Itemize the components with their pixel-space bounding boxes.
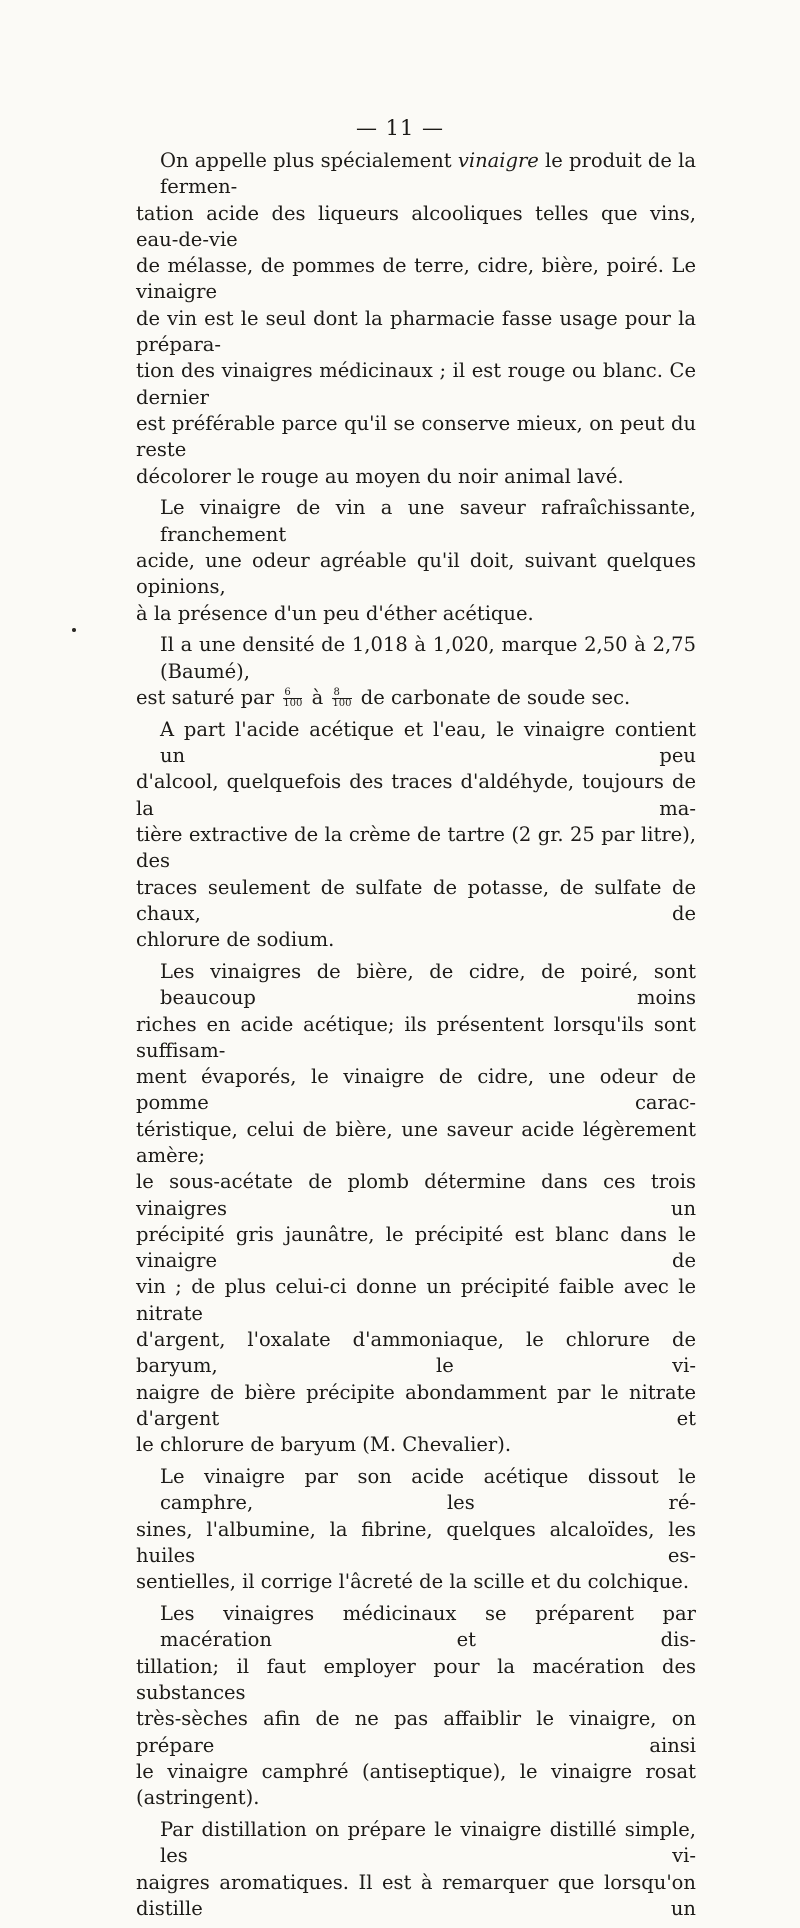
text-line: est préférable parce qu'il se conserve mieux, on peut du reste xyxy=(136,411,696,462)
text-line: ment évaporés, le vinaigre de cidre, une odeur de pomme carac- xyxy=(136,1065,696,1115)
text-line: Il a une densité de 1,018 à 1,020, marque 2,50 à 2,75 (Baumé), xyxy=(160,633,696,683)
fraction-6-100: $\frac{6}{100}$ xyxy=(283,686,303,709)
text-line: très-sèches afin de ne pas affaiblir le vinaigre, on prépare ainsi xyxy=(136,1707,696,1757)
text-line: Par distillation on prépare le vinaigre distillé simple, les vi- xyxy=(160,1817,696,1868)
paragraph-3 xyxy=(136,632,696,711)
text-line: chlorure de sodium. xyxy=(136,928,335,952)
text-line: traces seulement de sulfate de potasse, de sulfate de chaux, de xyxy=(136,875,696,925)
text-line: tion des vinaigres médicinaux ; il est rouge ou blanc. Ce dernier xyxy=(136,359,696,409)
text-line: Les vinaigres de bière, de cidre, de poiré, sont beaucoup moins xyxy=(160,959,696,1010)
emphasis-vinaigre: vinaigre xyxy=(457,149,539,172)
paragraph-8 xyxy=(136,1817,696,1922)
text-line: Les vinaigres médicinaux se préparent par macération et dis- xyxy=(160,1602,696,1652)
text-line: A part l'acide acétique et l'eau, le vinaigre contient un peu xyxy=(160,717,696,768)
text-line: On appelle plus spécialement vinaigre le produit de la fermen- xyxy=(160,149,696,199)
text-line: téristique, celui de bière, une saveur acide légèrement amère; xyxy=(136,1117,696,1167)
paragraph-5 xyxy=(136,959,696,1459)
text-line: à la présence d'un peu d'éther acétique. xyxy=(136,601,534,625)
paragraph-6 xyxy=(136,1464,696,1595)
text-line: précipité gris jaunâtre, le précipité est blanc dans le vinaigre de xyxy=(136,1222,696,1273)
paragraph-1 xyxy=(136,148,696,490)
text-line: est saturé par $\frac{6}{100}$ à $\frac{8}{100}$ de carbonate de soude sec. xyxy=(136,685,631,709)
text-line: riches en acide acétique; ils présentent lorsqu'ils sont suffisam- xyxy=(136,1012,696,1062)
text-line: vin ; de plus celui-ci donne un précipité faible avec le nitrate xyxy=(136,1275,696,1325)
text-line: tillation; il faut employer pour la macération des substances xyxy=(136,1654,696,1704)
text-line: sines, l'albumine, la fibrine, quelques alcaloïdes, les huiles es- xyxy=(136,1517,696,1567)
text-line: tière extractive de la crème de tartre (2 gr. 25 par litre), des xyxy=(136,822,696,873)
text-line: décolorer le rouge au moyen du noir animal lavé. xyxy=(136,464,624,488)
text-line: le chlorure de baryum (M. Chevalier). xyxy=(136,1433,512,1457)
text-line: d'alcool, quelquefois des traces d'aldéhyde, toujours de la ma- xyxy=(136,770,696,820)
paragraph-7 xyxy=(136,1601,696,1811)
text-line: Le vinaigre par son acide acétique dissout le camphre, les ré- xyxy=(160,1465,696,1515)
paragraph-4 xyxy=(136,717,696,954)
text-line: sentielles, il corrige l'âcreté de la scille et du colchique. xyxy=(136,1570,690,1594)
text-line: le vinaigre camphré (antiseptique), le vinaigre rosat (astringent). xyxy=(136,1759,696,1810)
fraction-8-100: $\frac{8}{100}$ xyxy=(332,686,352,709)
page-number: — 11 — xyxy=(355,116,445,140)
text-line: naigre de bière précipite abondamment par le nitrate d'argent et xyxy=(136,1380,696,1430)
body-text xyxy=(136,148,696,1928)
paragraph-2 xyxy=(136,495,696,626)
text-line: Le vinaigre de vin a une saveur rafraîchissante, franchement xyxy=(160,496,696,546)
text-line: le sous-acétate de plomb détermine dans ces trois vinaigres un xyxy=(136,1170,696,1220)
ink-speck xyxy=(72,628,76,632)
text-line: naigres aromatiques. Il est à remarquer que lorsqu'on distille un xyxy=(136,1870,696,1920)
text-line: de vin est le seul dont la pharmacie fasse usage pour la prépara- xyxy=(136,306,696,357)
text-line: tation acide des liqueurs alcooliques telles que vins, eau-de-vie xyxy=(136,201,696,251)
text-line: d'argent, l'oxalate d'ammoniaque, le chlorure de baryum, le vi- xyxy=(136,1328,696,1378)
text-line: acide, une odeur agréable qu'il doit, suivant quelques opinions, xyxy=(136,548,696,599)
text-line: de mélasse, de pommes de terre, cidre, bière, poiré. Le vinaigre xyxy=(136,254,696,304)
